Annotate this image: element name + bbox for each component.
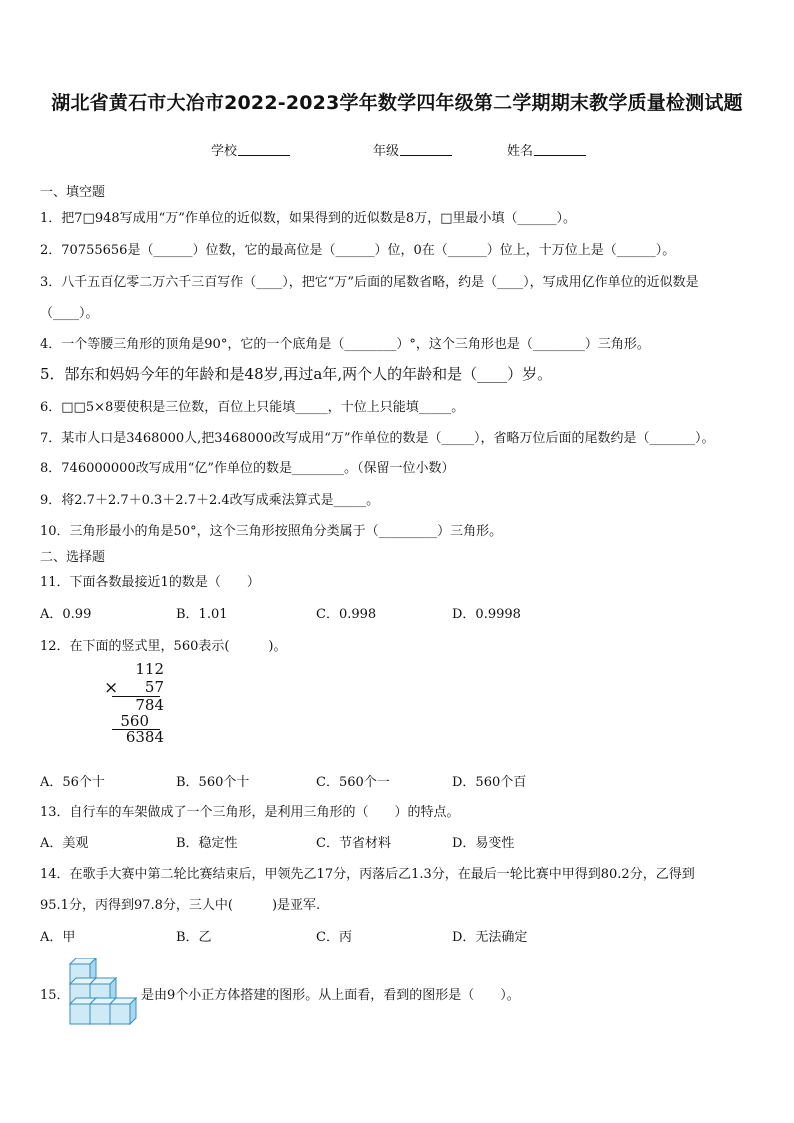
option-a: A．56个十: [40, 775, 105, 790]
question-8: 8．746000000改写成用“亿”作单位的数是________。（保留一位小数）: [40, 461, 455, 476]
question-13: 13．自行车的车架做成了一个三角形，是利用三角形的（ ）的特点。: [40, 805, 460, 820]
option-b: B．560个十: [176, 775, 250, 790]
section-fill-heading: 一、填空题: [40, 185, 106, 200]
question-10: 10．三角形最小的角是50°，这个三角形按照角分类属于（_________）三角形。: [40, 524, 503, 539]
calc-multiplier: 57: [144, 678, 164, 696]
school-blank: [238, 143, 290, 156]
name-label: 姓名: [507, 144, 534, 159]
times-sign: ×: [104, 678, 119, 698]
question-11: 11．下面各数最接近1的数是（ ）: [40, 575, 260, 590]
question-14-line-2: 95.1分，丙得到97.8分，三人中( )是亚军.: [40, 898, 321, 913]
question-3-line-2: （____）。: [40, 306, 99, 321]
question-5: 5．郜东和妈妈今年的年龄和是48岁,再过a年,两个人的年龄和是（____）岁。: [40, 365, 553, 383]
page-title: 湖北省黄石市大冶市2022-2023学年数学四年级第二学期期末教学质量检测试题: [51, 92, 743, 114]
question-1: 1．把7□948写成用“万”作单位的近似数，如果得到的近似数是8万，□里最小填（______）。: [40, 211, 576, 226]
option-c: C．0.998: [316, 607, 377, 622]
question-15: 是由9个小正方体搭建的图形。从上面看，看到的图形是（ ）。: [141, 988, 520, 1003]
calc-product: 6384: [125, 728, 164, 746]
calc-partial-2: 560: [120, 712, 149, 730]
school-label: 学校: [211, 144, 238, 159]
cube-stack-figure: [68, 958, 142, 1026]
school-field: [211, 140, 290, 159]
option-d: D．560个百: [452, 775, 527, 790]
option-a: A．0.99: [40, 607, 92, 622]
question-12-options: [40, 771, 740, 789]
question-12: 12．在下面的竖式里，560表示( )。: [40, 639, 287, 654]
question-6: 6．□□5×8要使积是三位数，百位上只能填_____，十位上只能填_____。: [40, 400, 465, 415]
option-a: A．甲: [40, 930, 76, 945]
option-d: D．易变性: [452, 836, 515, 851]
option-d: D．无法确定: [452, 930, 528, 945]
question-15-number: 15．: [40, 988, 70, 1003]
name-blank: [534, 143, 586, 156]
option-a: A．美观: [40, 836, 89, 851]
grade-label: 年级: [373, 144, 400, 159]
question-7: 7．某市人口是3468000人,把3468000改写成用“万”作单位的数是（_____），省略万位后面的尾数约是（_______）。: [40, 431, 715, 446]
calc-partial-1: 784: [135, 696, 164, 714]
question-14-line-1: 14．在歌手大赛中第二轮比赛结束后，甲领先乙17分，丙落后乙1.3分，在最后一轮比赛中甲得到80.2分，乙得到: [40, 867, 695, 882]
question-11-options: [40, 603, 740, 621]
question-9: 9．将2.7＋2.7＋0.3＋2.7＋2.4改写成乘法算式是_____。: [40, 493, 380, 508]
cube: [110, 998, 136, 1024]
question-4: 4．一个等腰三角形的顶角是90°，它的一个底角是（________）°，这个三角形也是（________）三角形。: [40, 337, 650, 352]
option-c: C．丙: [316, 930, 352, 945]
question-13-options: [40, 832, 740, 850]
grade-field: [373, 140, 452, 159]
calc-multiplicand: 112: [135, 660, 164, 678]
section-choice-heading: 二、选择题: [40, 550, 106, 565]
option-b: B．乙: [176, 930, 212, 945]
question-14-options: [40, 926, 740, 944]
name-field: [507, 140, 586, 159]
option-b: B．稳定性: [176, 836, 238, 851]
option-b: B．1.01: [176, 607, 228, 622]
question-2: 2．70755656是（______）位数，它的最高位是（______）位，0在（______）位上，十万位上是（______）。: [40, 243, 676, 258]
option-c: C．560个一: [316, 775, 390, 790]
question-3-line-1: 3．八千五百亿零二万六千三百写作（____），把它“万”后面的尾数省略，约是（____），写成用亿作单位的近似数是: [40, 275, 699, 290]
vertical-multiplication: [100, 660, 170, 746]
grade-blank: [400, 143, 452, 156]
option-d: D．0.9998: [452, 607, 521, 622]
option-c: C．节省材料: [316, 836, 391, 851]
